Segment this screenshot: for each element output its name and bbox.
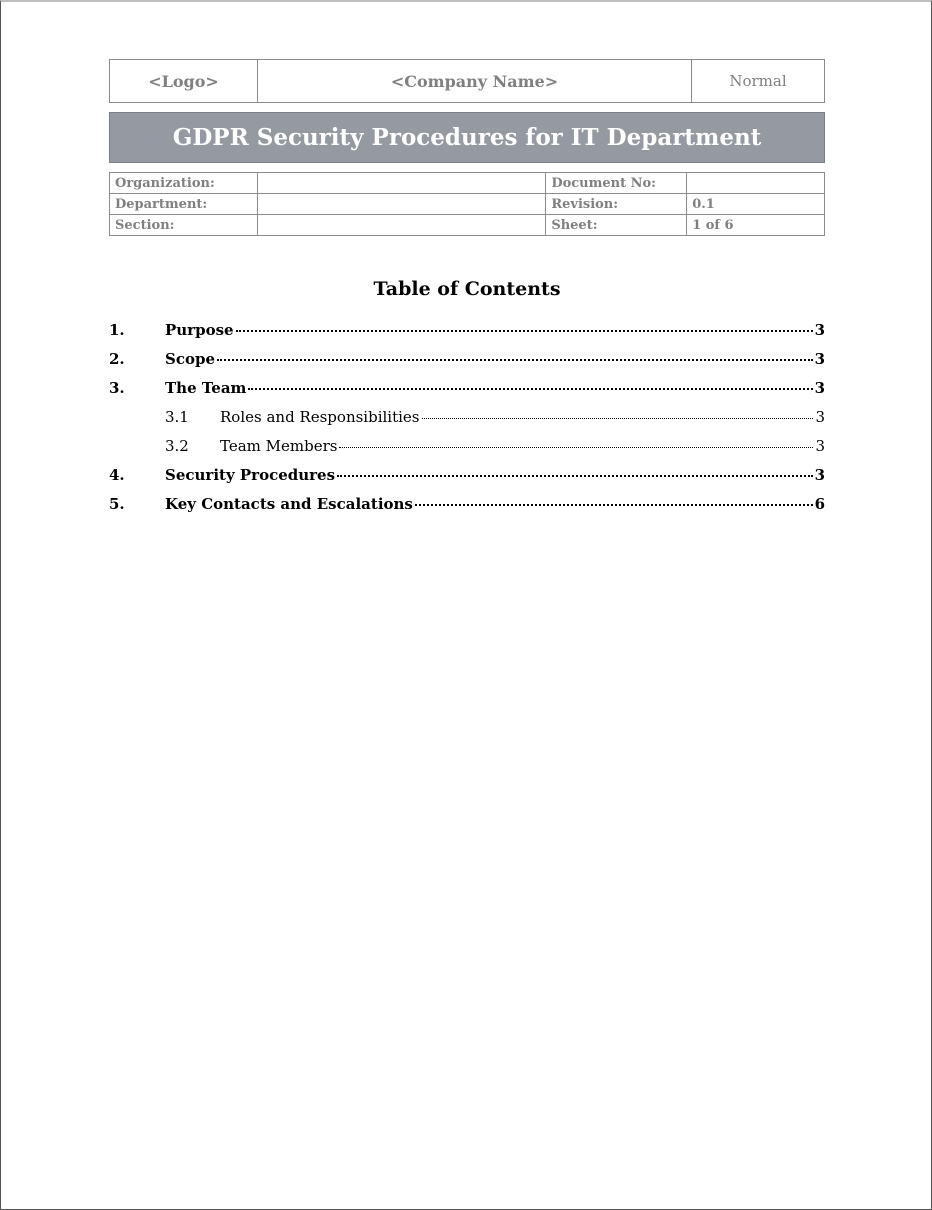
section-label: Section: xyxy=(110,215,258,236)
toc-label: Purpose xyxy=(165,321,234,339)
toc-page-number: 3 xyxy=(815,408,825,426)
toc-leader xyxy=(248,388,812,390)
toc-label: Scope xyxy=(165,350,216,368)
header-table xyxy=(109,59,825,103)
revision-label: Revision: xyxy=(546,194,687,215)
toc-page-number: 3 xyxy=(814,321,825,339)
revision-value: 0.1 xyxy=(687,194,825,215)
toc-label: The Team xyxy=(165,379,247,397)
toc-page-number: 3 xyxy=(814,379,825,397)
toc-number: 3.1 xyxy=(165,408,189,426)
organization-label: Organization: xyxy=(110,173,258,194)
info-row xyxy=(110,215,825,236)
document-no-value xyxy=(687,173,825,194)
toc-label: Roles and Responsibilities xyxy=(220,408,420,426)
sheet-label: Sheet: xyxy=(546,215,687,236)
toc-leader xyxy=(337,475,813,477)
toc-page-number: 3 xyxy=(814,466,825,484)
info-row xyxy=(110,173,825,194)
toc-entry-the-team[interactable] xyxy=(109,379,825,408)
toc-entry-team-members[interactable] xyxy=(109,437,825,466)
toc-number: 4. xyxy=(109,466,125,484)
toc-leader xyxy=(236,330,813,332)
company-name: <Company Name> xyxy=(258,60,692,102)
toc-leader xyxy=(415,504,813,506)
toc-entry-roles-and-responsibilities[interactable] xyxy=(109,408,825,437)
classification-label: Normal xyxy=(729,72,787,90)
toc-title: Table of Contents xyxy=(373,278,561,300)
toc-number: 1. xyxy=(109,321,125,339)
toc-leader xyxy=(339,447,813,448)
department-value xyxy=(257,194,545,215)
toc-page-number: 3 xyxy=(815,437,825,455)
document-info-table xyxy=(109,172,825,236)
toc-page-number: 3 xyxy=(814,350,825,368)
toc-entry-purpose[interactable] xyxy=(109,321,825,350)
toc-label: Key Contacts and Escalations xyxy=(165,495,413,513)
document-title: GDPR Security Procedures for IT Department xyxy=(109,112,825,163)
table-of-contents xyxy=(109,321,825,524)
logo-placeholder: <Logo> xyxy=(110,60,258,102)
info-row xyxy=(110,194,825,215)
sheet-value: 1 of 6 xyxy=(687,215,825,236)
toc-number: 3. xyxy=(109,379,125,397)
toc-label: Security Procedures xyxy=(165,466,336,484)
toc-entry-security-procedures[interactable] xyxy=(109,466,825,495)
toc-leader xyxy=(217,359,813,361)
toc-number: 3.2 xyxy=(165,437,189,455)
toc-entry-scope[interactable] xyxy=(109,350,825,379)
toc-entry-key-contacts[interactable] xyxy=(109,495,825,524)
toc-number: 2. xyxy=(109,350,125,368)
toc-label: Team Members xyxy=(220,437,338,455)
department-label: Department: xyxy=(110,194,258,215)
section-value xyxy=(257,215,545,236)
toc-number: 5. xyxy=(109,495,125,513)
toc-page-number: 6 xyxy=(814,495,825,513)
document-no-label: Document No: xyxy=(546,173,687,194)
toc-leader xyxy=(422,418,814,419)
organization-value xyxy=(257,173,545,194)
